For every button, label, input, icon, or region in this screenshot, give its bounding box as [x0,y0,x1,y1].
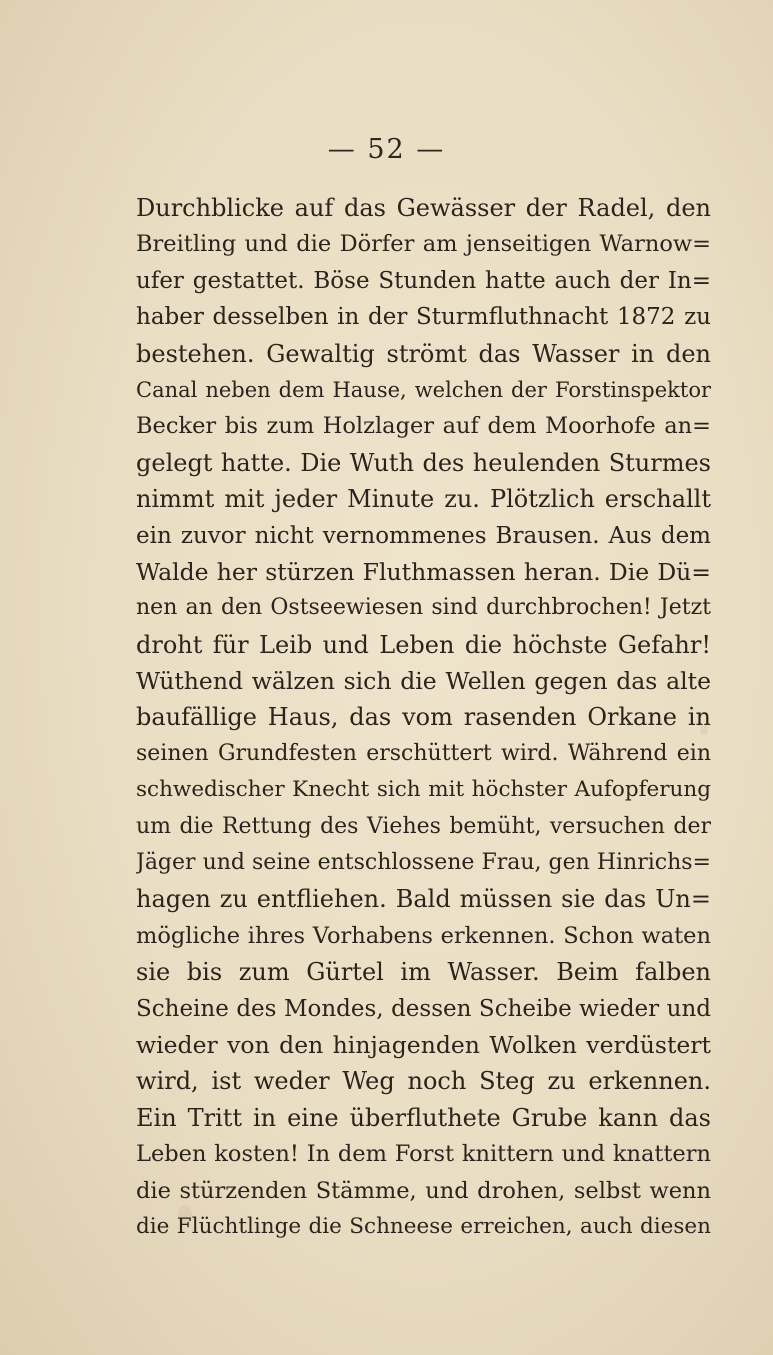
text-line: Becker bis zum Holzlager auf dem Moorhofe an= [136,413,711,440]
text-line: nen an den Ostseewiesen sind durchbrochen! Jetzt [136,595,711,621]
text-line: mögliche ihres Vorhabens erkennen. Schon waten [136,922,711,949]
text-line: Jäger und seine entschlossene Frau, gen Hinrichs= [136,850,711,876]
text-line: ufer gestattet. Böse Stunden hatte auch der In= [136,267,711,294]
text-line: haber desselben in der Sturmfluthnacht 1872 zu [136,304,711,331]
text-line: wieder von den hinjagenden Wolken verdüstert [136,1030,711,1059]
text-line: gelegt hatte. Die Wuth des heulenden Sturmes [136,448,711,477]
text-line: nimmt mit jeder Minute zu. Plötzlich erschallt [136,485,711,514]
text-line: die stürzenden Stämme, und drohen, selbst wenn [136,1177,711,1204]
text-line: Leben kosten! In dem Forst knittern und knattern [136,1141,711,1168]
text-line: Wüthend wälzen sich die Wellen gegen das alte [136,667,711,696]
page-number: — 52 — [327,134,446,165]
text-line: hagen zu entfliehen. Bald müssen sie das Un= [136,885,711,914]
text-line: seinen Grundfesten erschüttert wird. Während ein [136,740,711,766]
text-line: Ein Tritt in eine überfluthete Grube kann das [136,1103,711,1132]
text-line: baufällige Haus, das vom rasenden Orkane in [136,703,711,732]
text-line: droht für Leib und Leben die höchste Gefahr! [136,630,711,659]
text-line: sie bis zum Gürtel im Wasser. Beim falben [136,958,711,987]
text-line: bestehen. Gewaltig strömt das Wasser in den [136,339,711,368]
text-line: schwedischer Knecht sich mit höchster Aufopferung [136,777,711,803]
text-line: Canal neben dem Hause, welchen der Forstinspektor [136,377,711,402]
text-line: um die Rettung des Viehes bemüht, versuchen der [136,813,711,839]
text-line: wird, ist weder Weg noch Steg zu erkennen. [136,1067,711,1096]
text-line: Durchblicke auf das Gewässer der Radel, den [136,194,711,222]
text-line: Walde her stürzen Fluthmassen heran. Die Dü= [136,557,711,586]
text-line: Scheine des Mondes, dessen Scheibe wieder und [136,995,711,1022]
text-line: ein zuvor nicht vernommenes Brausen. Aus dem [136,522,711,549]
text-line: Breitling und die Dörfer am jenseitigen Warnow= [136,231,711,258]
text-line: die Flüchtlinge die Schneese erreichen, auch diesen [136,1213,711,1239]
body-text [136,190,711,1245]
